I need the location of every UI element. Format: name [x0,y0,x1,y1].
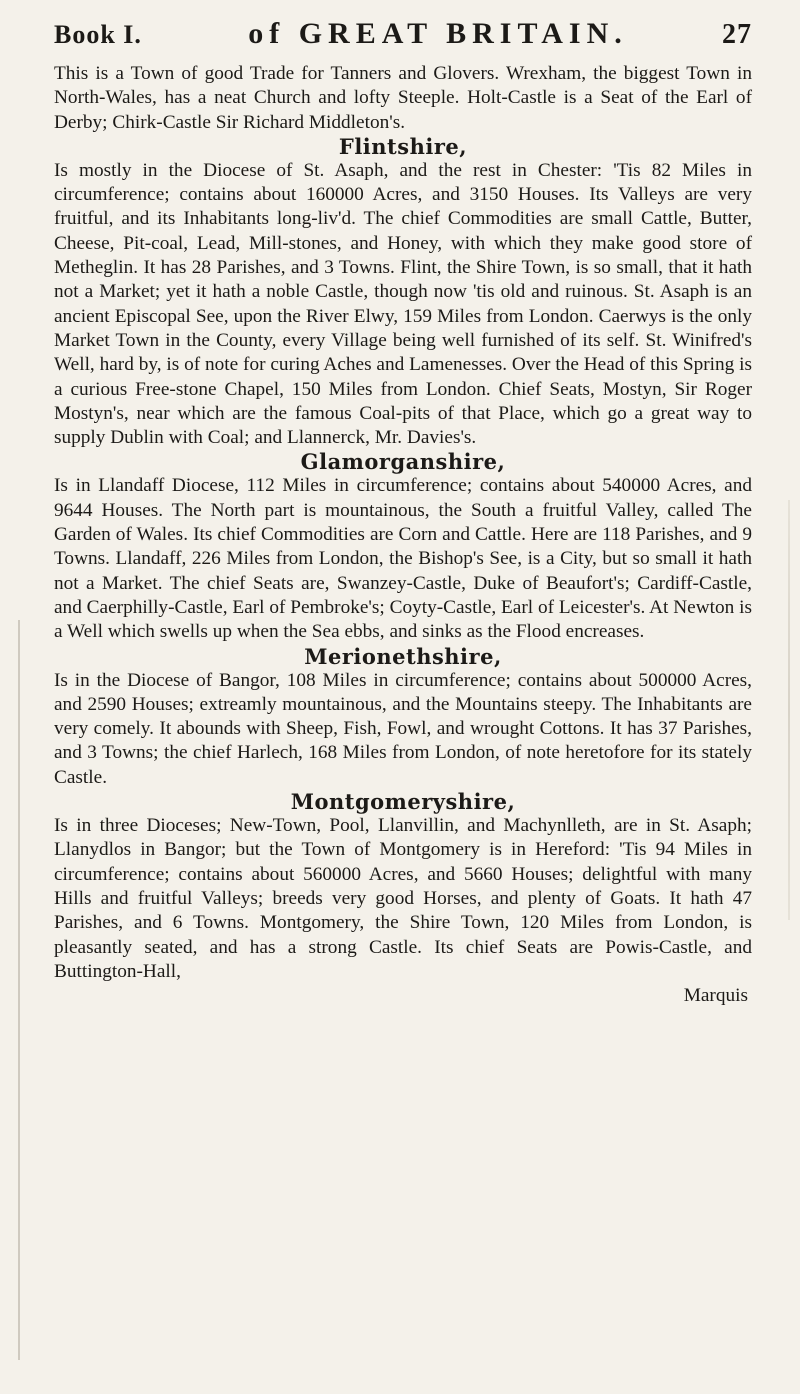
page-edge-shadow [788,500,790,920]
page-number: 27 [722,19,752,50]
county-glamorganshire [54,450,752,644]
county-montgomeryshire [54,790,752,984]
county-merionethshire [54,645,752,790]
county-heading: Flintshire, [338,133,468,159]
county-heading: Glamorganshire, [300,449,506,475]
intro-paragraph: This is a Town of good Trade for Tanners and Glovers. Wrexham, the biggest Town in North-Wales, has a neat Church and lofty Steeple. Holt-Castle is a Seat of the Earl of Derby; Chirk-Castle Sir Richard Middleton's. [54,63,752,133]
county-description: Is in Llandaff Diocese, 112 Miles in circumference; contains about 540000 Acres, and 9644 Houses. The North part is mountainous, the South a fruitful Valley, called The Garden of Wales. Its chief Commodities are Corn and Cattle. Here are 118 Parishes, and 9 Towns. Llandaff, 226 Miles from London, the Bishop's See, is a City, but so small it hath not a Market. The chief Seats are, Swanzey-Castle, Duke of Beaufort's; Cardiff-Castle, and Caerphilly-Castle, Earl of Pembroke's; Coyty-Castle, Earl of Leicester's. At Newton is a Well which swells up when the Sea ebbs, and sinks as the Flood encreases. [54,475,752,643]
book-number: Book I. [54,20,142,49]
county-heading: Merionethshire, [304,643,502,669]
county-heading: Montgomeryshire, [290,789,516,815]
running-head [54,6,752,62]
county-description: Is in three Dioceses; New-Town, Pool, Llanvillin, and Machynlleth, are in St. Asaph; Llanydlos in Bangor; but the Town of Montgomery is in Hereford: 'Tis 94 Miles in circumference; contains about 560000 Acres, and 5660 Houses; delightful with many Hills and fruitful Valleys; breeds very good Horses, and plenty of Goats. It hath 47 Parishes, and 6 Towns. Montgomery, the Shire Town, 120 Miles from London, is pleasantly seated, and has a strong Castle. Its chief Seats are Powis-Castle, and Buttington-Hall, [54,815,752,982]
county-description: Is in the Diocese of Bangor, 108 Miles in circumference; contains about 500000 Acres, and 2590 Houses; extreamly mountainous, and the Mountains steepy. The Inhabitants are very comely. It abounds with Sheep, Fish, Fowl, and wrought Cottons. It has 37 Parishes, and 3 Towns; the chief Harlech, 168 Miles from London, of note heretofore for its stately Castle. [54,669,752,788]
gutter-shadow [18,620,20,1360]
page-body [54,62,752,1008]
county-description: Is mostly in the Diocese of St. Asaph, and the rest in Chester: 'Tis 82 Miles in circumference; contains about 160000 Acres, and 3150 Houses. Its Valleys are very fruitful, and its Inhabitants long-liv'd. The chief Commodities are small Cattle, Butter, Cheese, Pit-coal, Lead, Mill-stones, and Honey, with which they make good store of Metheglin. It has 28 Parishes, and 3 Towns. Flint, the Shire Town, is so small, that it hath not a Market; yet it hath a noble Castle, though now 'tis old and ruinous. St. Asaph is an ancient Episcopal See, upon the River Elwy, 159 Miles from London. Caerwys is the only Market Town in the County, every Village being well furnished of its self. St. Winifred's Well, hard by, is of note for curing Aches and Lamenesses. Over the Head of this Spring is a curious Free-stone Chapel, 150 Miles from London. Chief Seats, Mostyn, Sir Roger Mostyn's, near which are the famous Coal-pits of that Place, which go a great way to supply Dublin with Coal; and Llannerck, Mr. Davies's. [54,159,752,449]
running-title: of GREAT BRITAIN. [248,17,628,50]
catchword: Marquis [683,985,748,1007]
county-flintshire [54,135,752,451]
